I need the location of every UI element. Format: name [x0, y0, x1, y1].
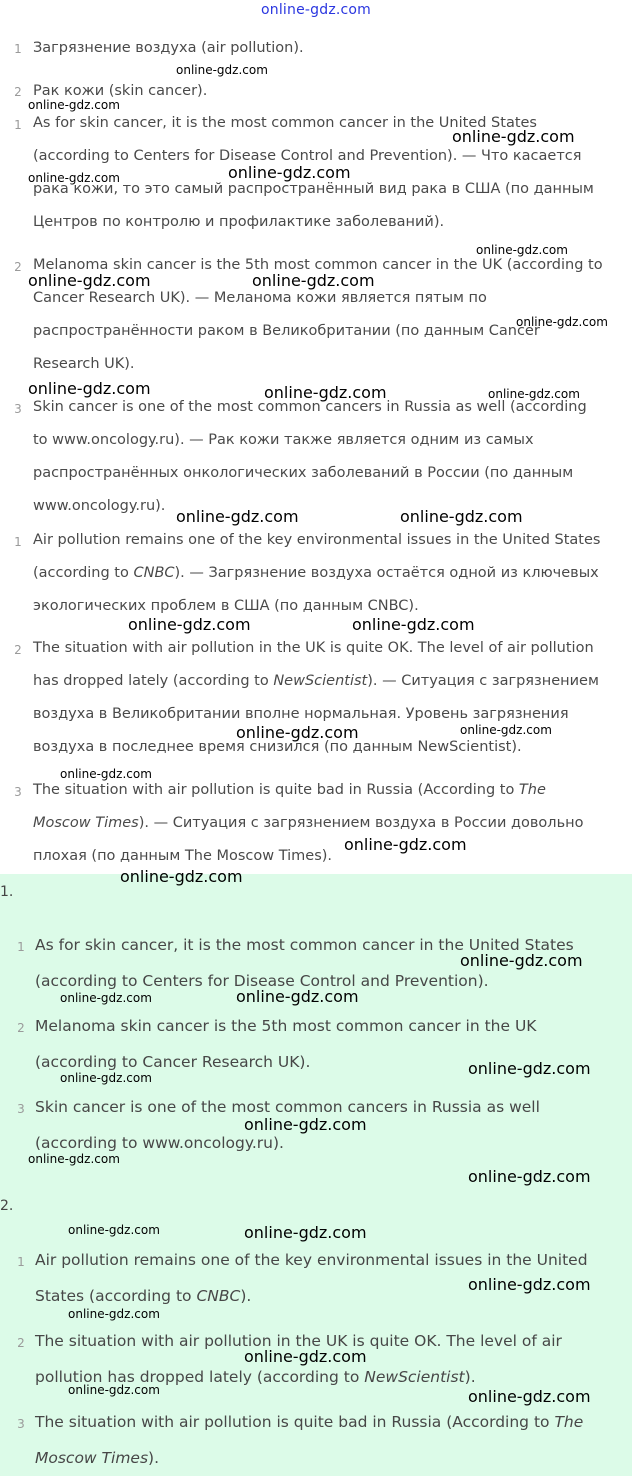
- watermark: online-gdz.com: [68, 1223, 160, 1237]
- watermark: online-gdz.com: [236, 987, 359, 1006]
- watermark: online-gdz.com: [400, 507, 523, 526]
- watermark: online-gdz.com: [452, 127, 575, 146]
- answer-label: 2.: [0, 1198, 14, 1214]
- text-line: www.oncology.ru).: [33, 498, 166, 514]
- list-item: Рак кожи (skin cancer).: [33, 83, 208, 99]
- watermark: online-gdz.com: [252, 271, 375, 290]
- watermark: online-gdz.com: [228, 163, 351, 182]
- text-line: (according to Centers for Disease Control and Prevention).: [35, 972, 489, 990]
- list-number: 3: [14, 785, 22, 799]
- watermark: online-gdz.com: [60, 1071, 152, 1085]
- watermark: online-gdz.com: [68, 1383, 160, 1397]
- watermark: online-gdz.com: [344, 835, 467, 854]
- text-line: [35, 1413, 583, 1431]
- text-line: Skin cancer is one of the most common cancers in Russia as well: [35, 1098, 540, 1116]
- list-number: 1: [14, 42, 22, 56]
- watermark: online-gdz.com: [476, 243, 568, 257]
- source-name: CNBC: [133, 565, 175, 581]
- watermark: online-gdz.com: [28, 171, 120, 185]
- text-line: плохая (по данным The Moscow Times).: [33, 848, 333, 864]
- watermark: online-gdz.com: [460, 951, 583, 970]
- text-part: ).: [240, 1287, 252, 1305]
- list-number: 2: [17, 1336, 25, 1350]
- watermark: online-gdz.com: [28, 379, 151, 398]
- watermark: online-gdz.com: [28, 271, 151, 290]
- text-line: экологических проблем в США (по данным CNBC).: [33, 598, 419, 614]
- source-name: CNBC: [196, 1287, 241, 1305]
- watermark: online-gdz.com: [60, 991, 152, 1005]
- text-line: [33, 815, 583, 831]
- text-line: Skin cancer is one of the most common cancers in Russia as well (according: [33, 399, 587, 415]
- text-part: ). — Ситуация с загрязнением: [367, 673, 599, 689]
- text-line: Research UK).: [33, 356, 135, 372]
- text-line: Melanoma skin cancer is the 5th most common cancer in the UK (according to: [33, 257, 603, 273]
- text-line: As for skin cancer, it is the most common cancer in the United States: [33, 115, 537, 131]
- list-number: 2: [14, 260, 22, 274]
- text-line: [35, 1287, 251, 1305]
- watermark: online-gdz.com: [460, 723, 552, 737]
- watermark: online-gdz.com: [244, 1115, 367, 1134]
- text-part: pollution has dropped lately (according to: [35, 1368, 365, 1386]
- text-line: рака кожи, то это самый распространённый вид рака в США (по данным: [33, 181, 594, 197]
- watermark: online-gdz.com: [468, 1167, 591, 1186]
- text-line: (according to Centers for Disease Control and Prevention). — Что касается: [33, 148, 582, 164]
- text-line: воздуха в последнее время снизился (по данным NewScientist).: [33, 739, 522, 755]
- text-part: ). — Загрязнение воздуха остаётся одной из ключевых: [174, 565, 599, 581]
- text-line: (according to Cancer Research UK).: [35, 1053, 311, 1071]
- source-name: NewScientist: [273, 673, 368, 689]
- watermark: online-gdz.com: [468, 1059, 591, 1078]
- text-part: ).: [148, 1449, 160, 1467]
- list-number: 1: [17, 940, 25, 954]
- site-header-link[interactable]: online-gdz.com: [260, 2, 372, 18]
- answer-label: 1.: [0, 884, 14, 900]
- list-number: 3: [17, 1102, 25, 1116]
- list-number: 3: [14, 402, 22, 416]
- watermark: online-gdz.com: [176, 63, 268, 77]
- list-number: 3: [17, 1417, 25, 1431]
- watermark: online-gdz.com: [120, 867, 243, 886]
- answer-panel: [0, 874, 632, 1476]
- list-number: 2: [14, 643, 22, 657]
- watermark: online-gdz.com: [468, 1387, 591, 1406]
- text-line: Cancer Research UK). — Меланома кожи является пятым по: [33, 290, 487, 306]
- watermark: online-gdz.com: [244, 1223, 367, 1242]
- watermark: online-gdz.com: [28, 1152, 120, 1166]
- text-part: States (according to: [35, 1287, 197, 1305]
- text-line: to www.oncology.ru). — Рак кожи также является одним из самых: [33, 432, 534, 448]
- text-part: ).: [464, 1368, 476, 1386]
- text-part: has dropped lately (according to: [33, 673, 274, 689]
- text-line: [33, 782, 546, 798]
- watermark: online-gdz.com: [28, 98, 120, 112]
- text-line: Melanoma skin cancer is the 5th most common cancer in the UK: [35, 1017, 537, 1035]
- text-line: [33, 673, 599, 689]
- source-name: The: [554, 1413, 584, 1431]
- watermark: online-gdz.com: [60, 767, 152, 781]
- text-line: воздуха в Великобритании вполне нормальная. Уровень загрязнения: [33, 706, 569, 722]
- list-number: 2: [14, 85, 22, 99]
- text-line: As for skin cancer, it is the most common cancer in the United States: [35, 936, 574, 954]
- text-line: Air pollution remains one of the key environmental issues in the United States: [33, 532, 601, 548]
- watermark: online-gdz.com: [264, 383, 387, 402]
- watermark: online-gdz.com: [352, 615, 475, 634]
- text-line: [35, 1368, 476, 1386]
- text-line: [35, 1449, 159, 1467]
- text-part: The situation with air pollution is quite bad in Russia (According to: [35, 1413, 555, 1431]
- text-line: распространённых онкологических заболеваний в России (по данным: [33, 465, 574, 481]
- watermark: online-gdz.com: [516, 315, 608, 329]
- watermark: online-gdz.com: [488, 387, 580, 401]
- watermark: online-gdz.com: [176, 507, 299, 526]
- text-line: [33, 565, 599, 581]
- list-item: Загрязнение воздуха (air pollution).: [33, 40, 304, 56]
- list-number: 1: [14, 118, 22, 132]
- watermark: online-gdz.com: [128, 615, 251, 634]
- watermark: online-gdz.com: [244, 1347, 367, 1366]
- list-number: 1: [14, 535, 22, 549]
- source-name: Moscow Times: [35, 1449, 149, 1467]
- text-line: The situation with air pollution in the UK is quite OK. The level of air: [35, 1332, 562, 1350]
- text-part: (according to: [33, 565, 134, 581]
- text-line: Центров по контролю и профилактике заболеваний).: [33, 214, 445, 230]
- source-name: The: [518, 782, 546, 798]
- text-part: The situation with air pollution is quite bad in Russia (According to: [33, 782, 519, 798]
- watermark: online-gdz.com: [236, 723, 359, 742]
- watermark: online-gdz.com: [68, 1307, 160, 1321]
- list-number: 1: [17, 1255, 25, 1269]
- source-name: Moscow Times: [33, 815, 139, 831]
- text-line: (according to www.oncology.ru).: [35, 1134, 284, 1152]
- list-number: 2: [17, 1021, 25, 1035]
- text-part: ). — Ситуация с загрязнением воздуха в России довольно: [138, 815, 584, 831]
- text-line: распространённости раком в Великобритании (по данным Cancer: [33, 323, 540, 339]
- text-line: The situation with air pollution in the UK is quite OK. The level of air pollution: [33, 640, 594, 656]
- text-line: Air pollution remains one of the key environmental issues in the United: [35, 1251, 588, 1269]
- watermark: online-gdz.com: [468, 1275, 591, 1294]
- source-name: NewScientist: [364, 1368, 465, 1386]
